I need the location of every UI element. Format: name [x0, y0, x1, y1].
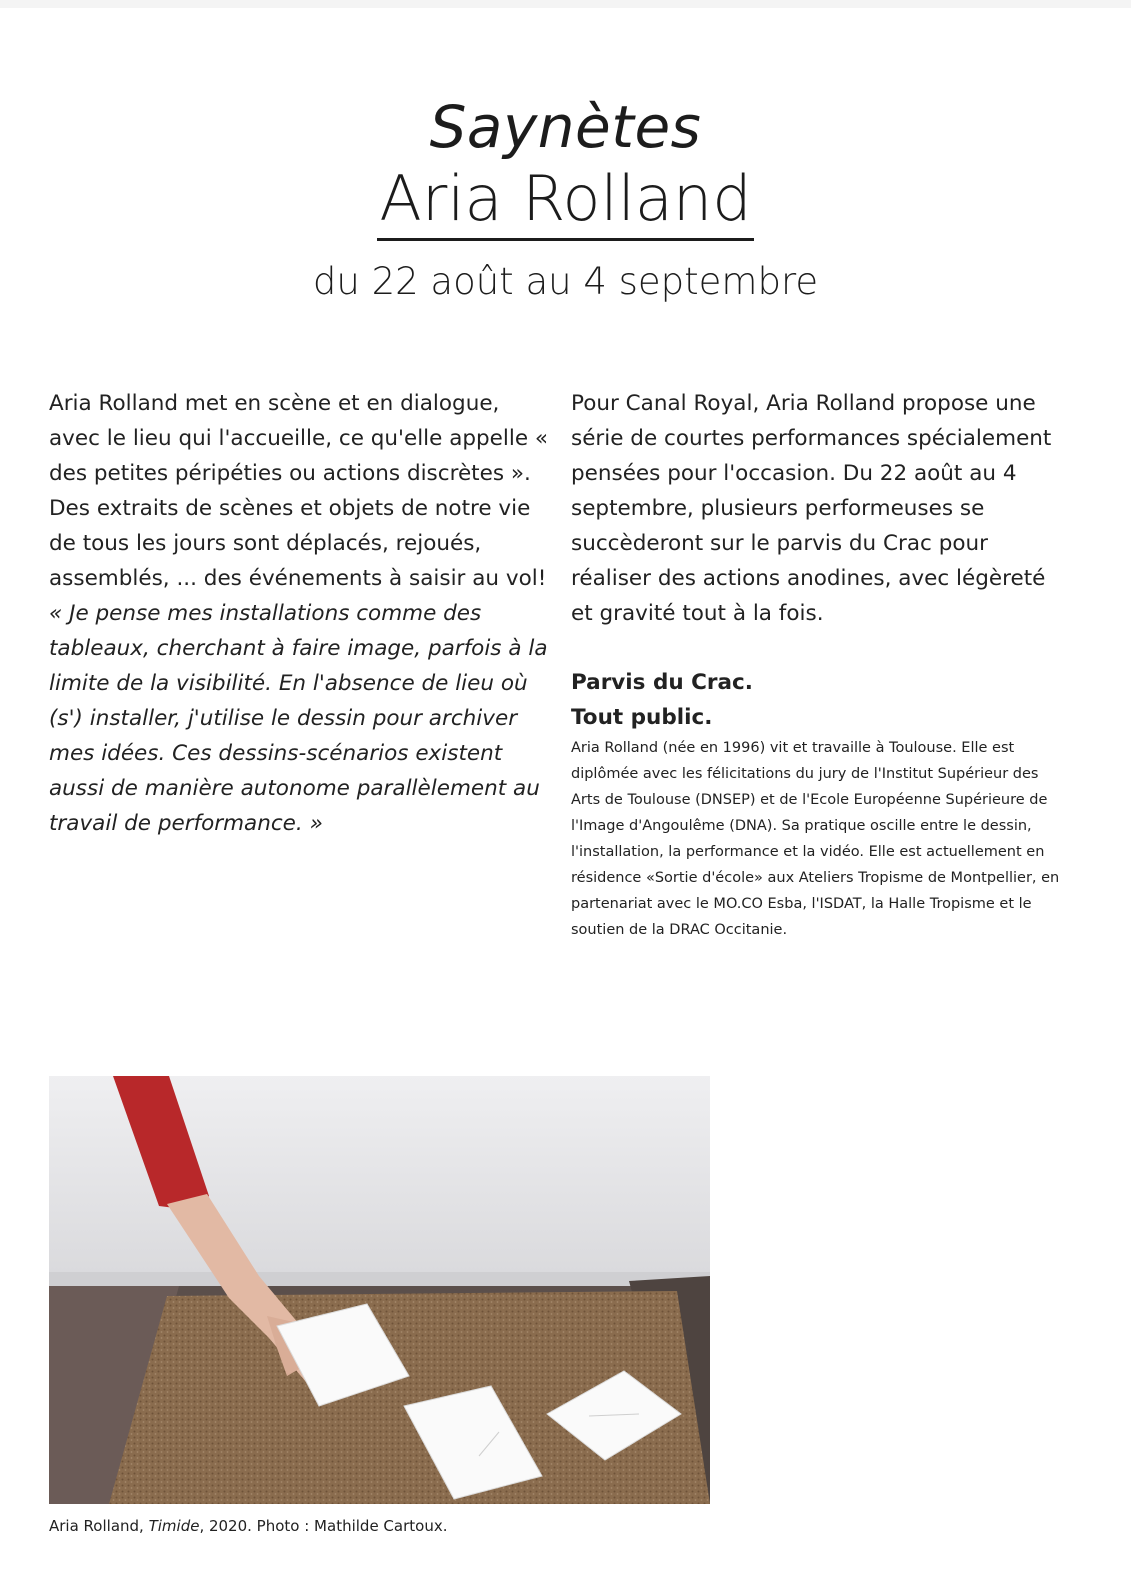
venue-info — [571, 665, 1071, 735]
caption-work-title: Timide — [148, 1517, 200, 1535]
left-column — [49, 386, 549, 841]
top-edge — [0, 0, 1131, 8]
intro-paragraph: Aria Rolland met en scène et en dialogue, avec le lieu qui l'accueille, ce qu'elle appelle « des petites péripéties ou actions discrètes ». — [49, 391, 549, 486]
description-paragraph: Des extraits de scènes et objets de notre vie de tous les jours sont déplacés, rejoués, assemblés, ... des événements à saisir au vol! — [49, 496, 547, 591]
artist-name: Aria Rolland — [377, 162, 753, 241]
photo-caption — [49, 1517, 447, 1535]
event-dates: du 22 août au 4 septembre — [312, 260, 819, 303]
project-paragraph: Pour Canal Royal, Aria Rolland propose une série de courtes performances spécialement pensées pour l'occasion. Du 22 août au 4 septembre, plusieurs performeuses se succèderont sur le parvis du Crac pour réaliser des actions anodines, avec légèreté et gravité tout à la fois. — [571, 391, 1052, 626]
caption-credit: , 2020. Photo : Mathilde Cartoux. — [199, 1517, 448, 1535]
event-title: Saynètes — [429, 93, 702, 161]
venue-audience: Tout public. — [571, 705, 713, 730]
artwork-photo — [49, 1076, 710, 1504]
venue-location: Parvis du Crac. — [571, 670, 753, 695]
artist-quote: « Je pense mes installations comme des tableaux, cherchant à faire image, parfois à la limite de la visibilité. En l'absence de lieu où (s') installer, j'utilise le dessin pour archiver mes idées. Ces dessins-scénarios existent aussi de manière autonome parallèlement au travail de performance. » — [49, 601, 548, 836]
caption-artist: Aria Rolland, — [49, 1517, 149, 1535]
right-column — [571, 386, 1071, 943]
photo-illustration — [49, 1076, 710, 1504]
title-block — [0, 92, 1131, 307]
artist-bio: Aria Rolland (née en 1996) vit et travaille à Toulouse. Elle est diplômée avec les félicitations du jury de l'Institut Supérieur des Arts de Toulouse (DNSEP) et de l'Ecole Européenne Supérieure de l'Image d'Angoulême (DNA). Sa pratique oscille entre le dessin, l'installation, la performance et la vidéo. Elle est actuellement en résidence «Sortie d'école» aux Ateliers Tropisme de Montpellier, en partenariat avec le MO.CO Esba, l'ISDAT, la Halle Tropisme et le soutien de la DRAC Occitanie. — [571, 740, 1060, 938]
